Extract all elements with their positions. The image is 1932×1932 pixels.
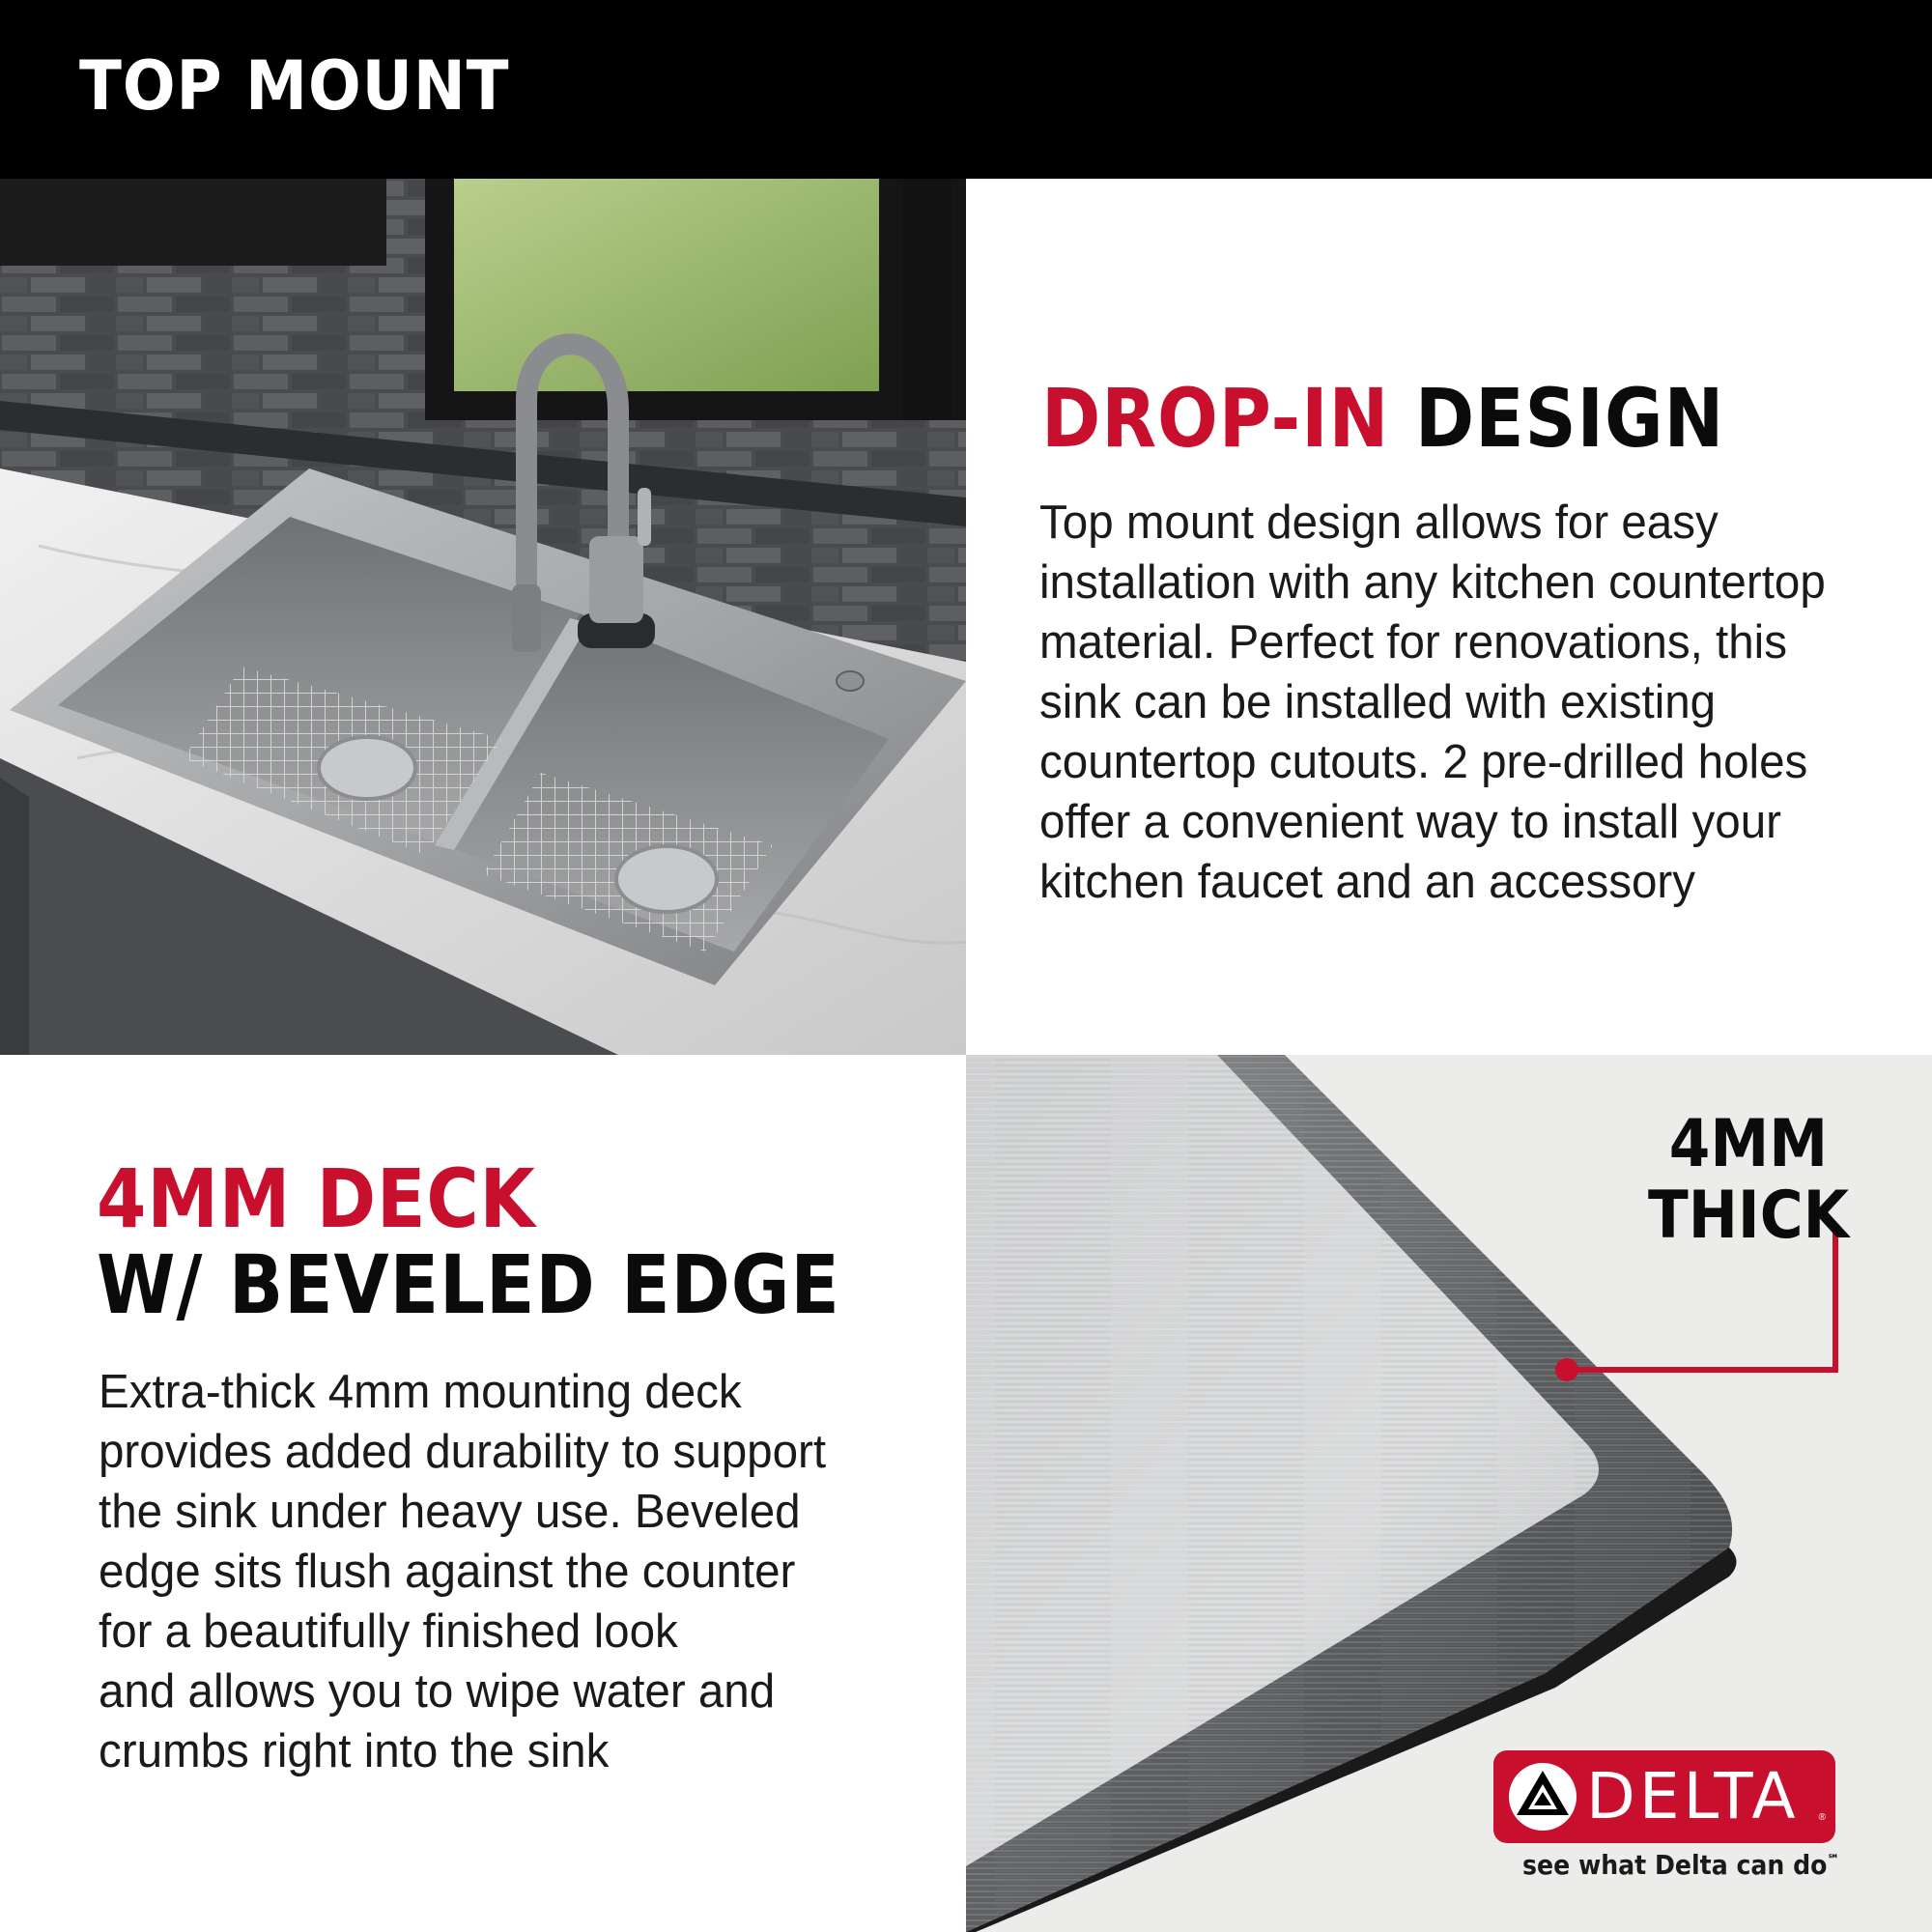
deck-heading-rest: W/ BEVELED EDGE: [97, 1237, 840, 1332]
drop-in-line: sink can be installed with existing: [1039, 676, 1717, 728]
deck-description: [99, 1362, 923, 1781]
deck-line: edge sits flush against the counter: [99, 1546, 796, 1598]
drop-in-description: [1039, 493, 1901, 912]
deck-line: the sink under heavy use. Beveled: [99, 1486, 801, 1538]
callout-line: THICK: [1647, 1178, 1850, 1254]
deck-line: for a beautifully finished look: [99, 1605, 678, 1658]
delta-triangle-icon: [1507, 1761, 1578, 1833]
drop-in-heading: [1041, 371, 1725, 466]
callout-line: 4MM: [1668, 1106, 1829, 1182]
deck-line: and allows you to wipe water and: [99, 1665, 776, 1718]
drop-in-line: kitchen faucet and an accessory: [1039, 856, 1696, 908]
page-title: TOP MOUNT: [79, 46, 510, 126]
drop-in-line: offer a convenient way to install your: [1039, 796, 1781, 848]
thickness-callout: [1635, 1106, 1861, 1254]
kitchen-sink-photo: [0, 179, 966, 1055]
drop-in-line: installation with any kitchen countertop: [1039, 556, 1826, 609]
deck-line: provides added durability to support: [99, 1426, 827, 1478]
drop-in-heading-accent: DROP-IN: [1041, 371, 1390, 466]
drop-in-heading-rest: DESIGN: [1414, 371, 1725, 466]
tagline-text: see what Delta can do: [1522, 1849, 1828, 1881]
drop-in-line: countertop cutouts. 2 pre-drilled holes: [1039, 736, 1808, 788]
header-bar: [0, 0, 1932, 179]
service-mark: ℠: [1827, 1852, 1840, 1868]
deck-line: crumbs right into the sink: [99, 1725, 610, 1777]
brand-tagline: [1522, 1849, 1839, 1881]
delta-logo: [1493, 1750, 1835, 1843]
drop-in-line: material. Perfect for renovations, this: [1039, 616, 1788, 668]
deck-line: Extra-thick 4mm mounting deck: [99, 1366, 742, 1418]
deck-heading-accent: 4MM DECK: [97, 1151, 536, 1246]
trademark-mark: ®: [1818, 1812, 1826, 1823]
delta-logo-text: DELTA: [1586, 1759, 1800, 1833]
drop-in-line: Top mount design allows for easy: [1039, 497, 1719, 549]
